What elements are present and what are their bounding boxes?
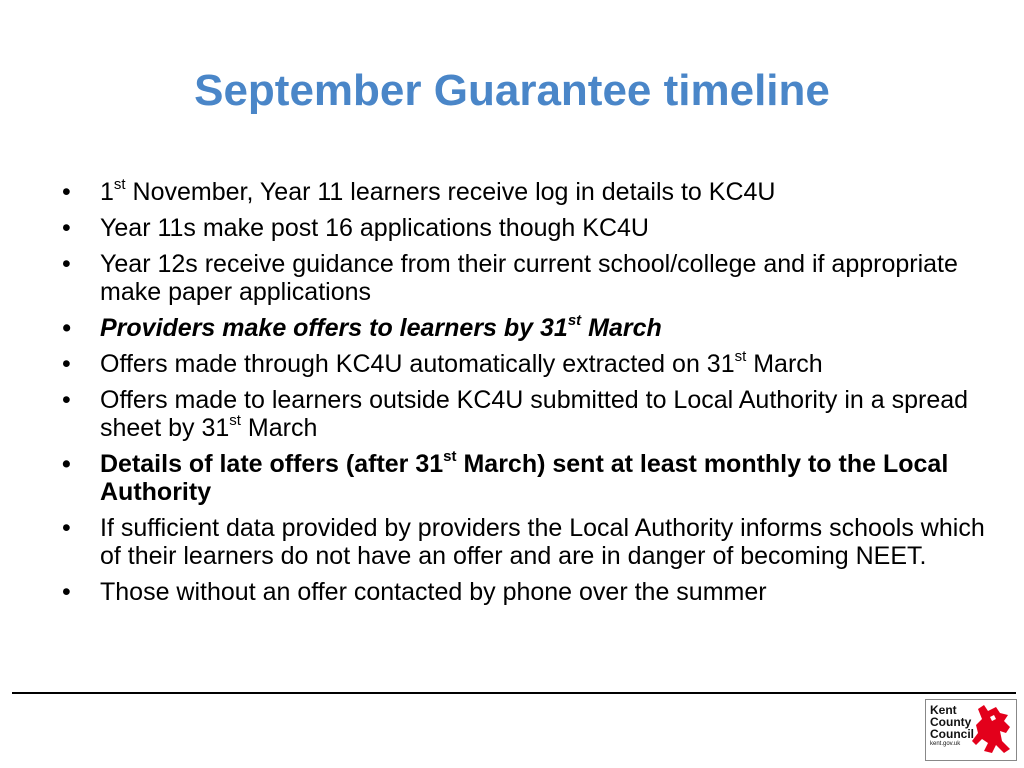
bullet-text: March bbox=[746, 350, 823, 378]
bullet-text: March) sent at least monthly to the Local Authority bbox=[100, 450, 949, 506]
bullet-text: Offers made through KC4U automatically extracted on 31 bbox=[100, 350, 735, 378]
logo-line-council: Council bbox=[930, 727, 974, 741]
bullet-text: 1 bbox=[100, 178, 114, 206]
bullet-item bbox=[62, 250, 992, 306]
bullet-dot-icon: • bbox=[62, 314, 71, 342]
bullet-dot-icon: • bbox=[62, 214, 71, 242]
bullet-text: Those without an offer contacted by phone over the summer bbox=[100, 578, 767, 606]
kent-county-council-logo bbox=[925, 699, 1017, 761]
bullet-dot-icon: • bbox=[62, 350, 71, 378]
logo-line-county: County bbox=[930, 715, 972, 729]
bullet-dot-icon: • bbox=[62, 578, 71, 606]
bullet-dot-icon: • bbox=[62, 386, 71, 414]
bullet-dot-icon: • bbox=[62, 450, 71, 478]
logo-line-kent: Kent bbox=[930, 703, 957, 717]
bullet-item bbox=[62, 214, 992, 242]
bullet-item bbox=[62, 386, 992, 442]
bullet-dot-icon: • bbox=[62, 178, 71, 206]
bullet-dot-icon: • bbox=[62, 250, 71, 278]
slide-title: September Guarantee timeline bbox=[194, 66, 830, 115]
bullet-text: Details of late offers (after 31 bbox=[100, 450, 444, 478]
logo-text bbox=[930, 704, 974, 748]
bullet-text: Year 12s receive guidance from their current school/college and if appropriate make paper applications bbox=[100, 250, 958, 306]
bullet-text: If sufficient data provided by providers the Local Authority informs schools which of their learners do not have an offer and are in danger of becoming NEET. bbox=[100, 514, 985, 570]
bullet-item bbox=[62, 514, 992, 570]
bullet-text: Year 11s make post 16 applications though KC4U bbox=[100, 214, 649, 242]
footer-divider bbox=[12, 692, 1016, 694]
ordinal-suffix: st bbox=[229, 411, 241, 429]
bullet-item bbox=[62, 175, 992, 206]
ordinal-suffix: st bbox=[734, 347, 747, 365]
bullet-text: November, Year 11 learners receive log in details to KC4U bbox=[125, 178, 776, 206]
ordinal-suffix: st bbox=[443, 447, 457, 465]
bullet-text: March bbox=[240, 414, 318, 442]
bullet-text: Providers make offers to learners by 31 bbox=[100, 314, 568, 342]
bullet-item bbox=[62, 311, 992, 342]
bullet-text: Offers made to learners outside KC4U submitted to Local Authority in a spread sheet by 31 bbox=[100, 386, 969, 442]
bullet-item bbox=[62, 578, 992, 606]
logo-url: kent.gov.uk bbox=[930, 741, 961, 747]
ordinal-suffix: st bbox=[567, 311, 582, 329]
kent-horse-icon bbox=[970, 703, 1014, 757]
bullet-dot-icon: • bbox=[62, 514, 71, 542]
bullet-item bbox=[62, 447, 992, 506]
bullet-list bbox=[62, 175, 992, 614]
bullet-item bbox=[62, 347, 992, 378]
bullet-text: March bbox=[581, 314, 662, 342]
ordinal-suffix: st bbox=[113, 175, 126, 193]
